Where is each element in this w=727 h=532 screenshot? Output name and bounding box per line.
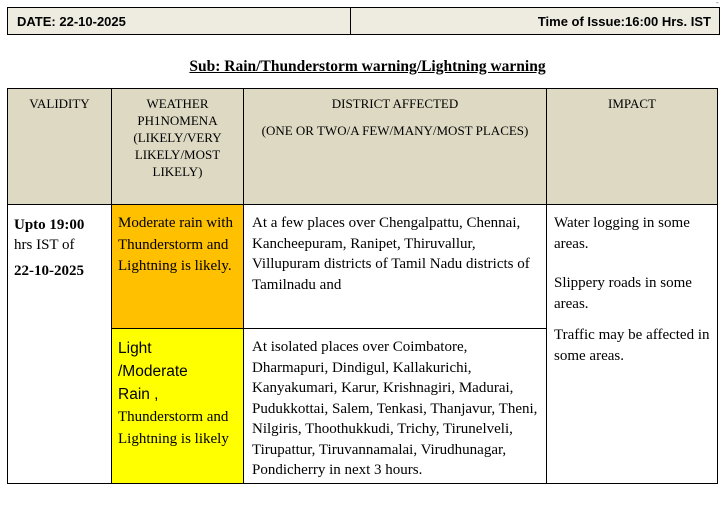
time-of-issue: Time of Issue:16:00 Hrs. IST	[351, 8, 719, 34]
column-validity-label: VALIDITY	[29, 96, 90, 111]
phenomena-cell-orange: Moderate rain with Thunderstorm and Lightning is likely.	[112, 205, 244, 329]
impact-cell	[547, 205, 718, 484]
subject-line: Sub: Rain/Thunderstorm warning/Lightning warning	[189, 58, 546, 75]
impact-item: Traffic may be affected in some areas.	[554, 327, 710, 364]
phenomena-line1: Light	[118, 340, 152, 357]
issue-date: DATE: 22-10-2025	[8, 8, 351, 34]
validity-line1: Upto 19:00	[14, 217, 85, 233]
table-row	[8, 205, 718, 329]
validity-date: 22-10-2025	[14, 263, 84, 279]
column-district-sub: (ONE OR TWO/A FEW/MANY/MOST PLACES)	[261, 123, 529, 138]
district-cell: At a few places over Chengalpattu, Chennai, Kancheepuram, Ranipet, Thiruvallur, Villupuram districts of Tamil Nadu districts of Tamilnadu and	[244, 205, 547, 329]
phenomena-line2: /Moderate	[118, 363, 188, 380]
corner-mark: -	[716, 0, 719, 7]
column-weather-line1: WEATHER	[146, 96, 209, 111]
column-district-title: DISTRICT AFFECTED	[331, 96, 459, 111]
validity-cell	[8, 205, 112, 484]
column-weather-line3: (LIKELY/VERY LIKELY/MOST LIKELY)	[133, 130, 222, 179]
validity-line2: hrs IST of	[14, 237, 75, 253]
impact-item: Slippery roads in some areas.	[554, 275, 692, 312]
warning-table	[7, 88, 718, 484]
column-impact-label: IMPACT	[608, 96, 656, 111]
phenomena-line3: Rain ,	[118, 386, 159, 403]
column-weather-phenomena	[112, 89, 244, 205]
column-weather-line2: PH1NOMENA	[137, 113, 218, 128]
phenomena-rest: Thunderstorm and Lightning is likely	[118, 409, 229, 447]
table-header-row	[8, 89, 718, 205]
impact-item: Water logging in some areas.	[554, 215, 690, 252]
phenomena-cell-yellow	[112, 329, 244, 484]
column-validity	[8, 89, 112, 205]
column-district-affected	[244, 89, 547, 205]
header-bar	[7, 7, 720, 35]
district-cell: At isolated places over Coimbatore, Dharmapuri, Dindigul, Kallakurichi, Kanyakumari, Karur, Krishnagiri, Madurai, Pudukkottai, Salem, Tenkasi, Thanjavur, Theni, Nilgiris, Thoothukkudi, Trichy, Tirunelveli, Tirupattur, Tiruvannamalai, Virudhunagar, Pondicherry in next 3 hours.	[244, 329, 547, 484]
column-impact	[547, 89, 718, 205]
